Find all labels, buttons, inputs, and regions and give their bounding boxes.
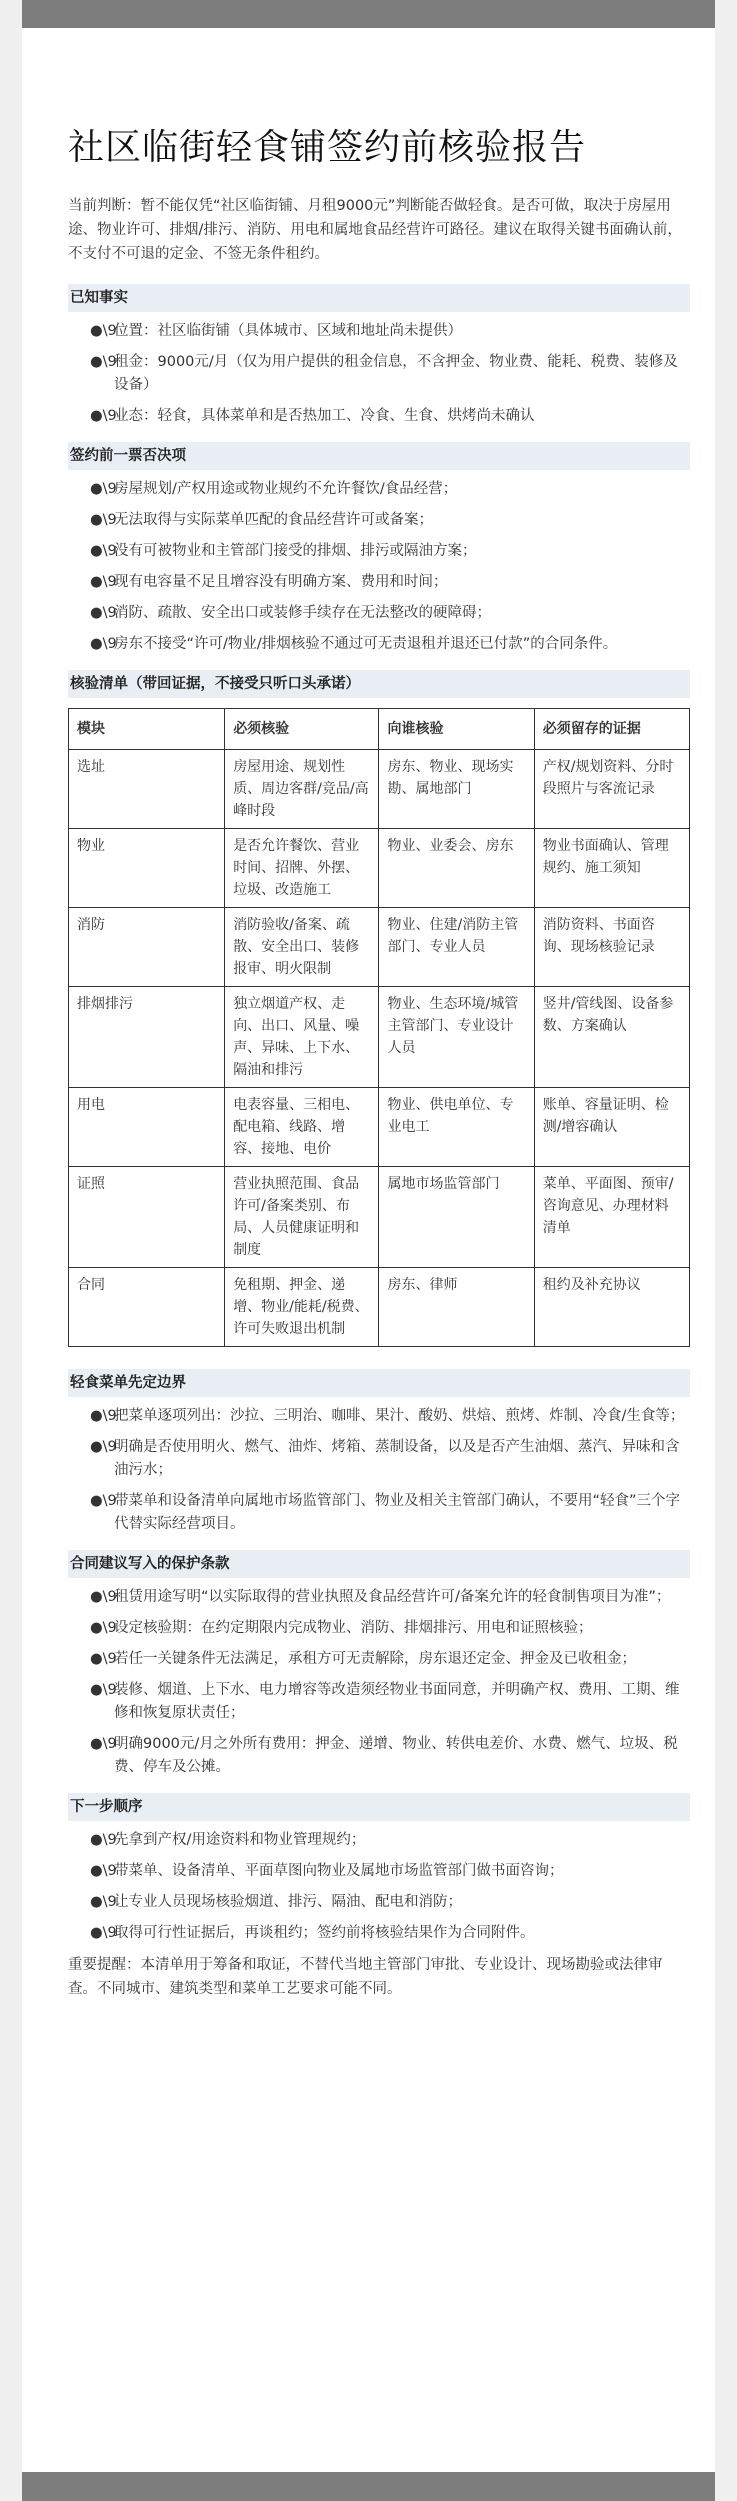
bullet xyxy=(90,405,117,428)
next-steps-list xyxy=(68,1829,690,1945)
section-heading-next: 下一步顺序 xyxy=(68,1793,690,1821)
table-cell: 房屋用途、规划性质、周边客群/竞品/高峰时段 xyxy=(225,750,379,829)
bullet xyxy=(90,1648,117,1671)
table-cell: 物业书面确认、管理规约、施工须知 xyxy=(534,829,689,908)
table-row xyxy=(69,987,690,1088)
bullet xyxy=(90,320,117,343)
page-title: 社区临街轻食铺签约前核验报告 xyxy=(68,127,587,168)
bullet-dot-icon: ● xyxy=(90,408,103,424)
bullet-code: \9 xyxy=(102,1620,117,1636)
list-item-text: 房东不接受“许可/物业/排烟核验不通过可无责退租并退还已付款”的合同条件。 xyxy=(114,636,618,652)
table-cell: 证照 xyxy=(69,1167,225,1268)
bullet xyxy=(90,602,117,625)
table-cell: 排烟排污 xyxy=(69,987,225,1088)
section-heading-contract: 合同建议写入的保护条款 xyxy=(68,1550,690,1578)
bullet-dot-icon: ● xyxy=(90,1894,103,1910)
table-row xyxy=(69,1268,690,1347)
top-scroll-bar xyxy=(0,0,737,28)
contract-clauses-list xyxy=(68,1586,690,1779)
bullet-dot-icon: ● xyxy=(90,1682,103,1698)
bullet xyxy=(90,633,117,656)
list-item-text: 若任一关键条件无法满足，承租方可无责解除，房东退还定金、押金及已收租金； xyxy=(114,1651,636,1667)
bullet-dot-icon: ● xyxy=(90,1736,103,1752)
bullet xyxy=(90,1405,117,1428)
list-item-text: 设定核验期：在约定期限内完成物业、消防、排烟排污、用电和证照核验； xyxy=(114,1620,593,1636)
report-content xyxy=(68,126,690,2016)
bullet-dot-icon: ● xyxy=(90,1589,103,1605)
bullet-code: \9 xyxy=(102,481,117,497)
table-cell: 租约及补充协议 xyxy=(534,1268,689,1347)
list-item-text: 现有电容量不足且增容没有明确方案、费用和时间； xyxy=(114,574,448,590)
table-cell: 属地市场监管部门 xyxy=(379,1167,534,1268)
bullet-code: \9 xyxy=(102,1493,117,1509)
bullet xyxy=(90,1891,117,1914)
bullet-code: \9 xyxy=(102,1408,117,1424)
bullet-dot-icon: ● xyxy=(90,1493,103,1509)
list-item xyxy=(68,1922,690,1945)
bullet xyxy=(90,1679,117,1702)
bullet-code: \9 xyxy=(102,1682,117,1698)
menu-boundary-list xyxy=(68,1405,690,1536)
bullet-code: \9 xyxy=(102,1651,117,1667)
section-heading-menu: 轻食菜单先定边界 xyxy=(68,1369,690,1397)
table-cell: 房东、物业、现场实勘、属地部门 xyxy=(379,750,534,829)
bullet-code: \9 xyxy=(102,1894,117,1910)
bullet xyxy=(90,478,117,501)
bullet xyxy=(90,1490,117,1513)
list-item xyxy=(68,1436,690,1482)
list-item xyxy=(68,1679,690,1725)
bullet-dot-icon: ● xyxy=(90,1620,103,1636)
table-cell: 产权/规划资料、分时段照片与客流记录 xyxy=(534,750,689,829)
column-header-verify-with: 向谁核验 xyxy=(379,709,534,750)
bullet-code: \9 xyxy=(102,354,117,370)
list-item xyxy=(68,1648,690,1671)
checklist-table xyxy=(68,708,690,1347)
important-note: 重要提醒：本清单用于筹备和取证，不替代当地主管部门审批、专业设计、现场勘验或法律审查。不同城市、建筑类型和菜单工艺要求可能不同。 xyxy=(68,1957,663,1997)
list-item xyxy=(68,1891,690,1914)
list-item-text: 消防、疏散、安全出口或装修手续存在无法整改的硬障碍； xyxy=(114,605,491,621)
bullet-code: \9 xyxy=(102,1439,117,1455)
table-cell: 消防验收/备案、疏散、安全出口、装修报审、明火限制 xyxy=(225,908,379,987)
list-item xyxy=(68,478,690,501)
veto-items-list xyxy=(68,478,690,656)
list-item xyxy=(68,633,690,656)
bottom-scroll-bar xyxy=(0,2472,737,2501)
bullet-code: \9 xyxy=(102,1736,117,1752)
intro-paragraph: 当前判断：暂不能仅凭“社区临街铺、月租9000元”判断能否做轻食。是否可做，取决于房屋用途、物业许可、排烟/排污、消防、用电和属地食品经营许可路径。建议在取得关键书面确认前，不支付不可退的定金、不签无条件租约。 xyxy=(68,198,682,262)
table-header-row xyxy=(69,709,690,750)
report-page xyxy=(22,28,715,2472)
bullet-code: \9 xyxy=(102,636,117,652)
bullet-dot-icon: ● xyxy=(90,574,103,590)
list-item-text: 把菜单逐项列出：沙拉、三明治、咖啡、果汁、酸奶、烘焙、煎烤、炸制、冷食/生食等； xyxy=(114,1408,685,1424)
bullet-code: \9 xyxy=(102,1832,117,1848)
list-item xyxy=(68,1733,690,1779)
list-item xyxy=(68,509,690,532)
table-cell: 物业 xyxy=(69,829,225,908)
section-heading-veto: 签约前一票否决项 xyxy=(68,442,690,470)
list-item xyxy=(68,571,690,594)
bullet-code: \9 xyxy=(102,512,117,528)
bullet xyxy=(90,571,117,594)
list-item xyxy=(68,1586,690,1609)
table-cell: 物业、供电单位、专业电工 xyxy=(379,1088,534,1167)
table-cell: 合同 xyxy=(69,1268,225,1347)
bullet-dot-icon: ● xyxy=(90,605,103,621)
table-cell: 独立烟道产权、走向、出口、风量、噪声、异味、上下水、隔油和排污 xyxy=(225,987,379,1088)
list-item-text: 先拿到产权/用途资料和物业管理规约； xyxy=(114,1832,366,1848)
section-heading-checklist: 核验清单（带回证据，不接受只听口头承诺） xyxy=(68,670,690,698)
list-item xyxy=(68,1829,690,1852)
list-item-text: 明确是否使用明火、燃气、油炸、烤箱、蒸制设备，以及是否产生油烟、蒸汽、异味和含油污水； xyxy=(114,1439,680,1478)
table-row xyxy=(69,829,690,908)
table-cell: 物业、住建/消防主管部门、专业人员 xyxy=(379,908,534,987)
list-item-text: 带菜单和设备清单向属地市场监管部门、物业及相关主管部门确认，不要用“轻食”三个字代替实际经营项目。 xyxy=(114,1493,681,1532)
list-item xyxy=(68,602,690,625)
table-cell: 选址 xyxy=(69,750,225,829)
bullet-code: \9 xyxy=(102,574,117,590)
table-cell: 账单、容量证明、检测/增容确认 xyxy=(534,1088,689,1167)
table-body xyxy=(69,750,690,1347)
list-item xyxy=(68,540,690,563)
bullet-dot-icon: ● xyxy=(90,1832,103,1848)
bullet-code: \9 xyxy=(102,605,117,621)
bullet-code: \9 xyxy=(102,1925,117,1941)
list-item-text: 取得可行性证据后，再谈租约；签约前将核验结果作为合同附件。 xyxy=(114,1925,535,1941)
bullet xyxy=(90,1436,117,1459)
table-cell: 消防资料、书面咨询、现场核验记录 xyxy=(534,908,689,987)
bullet xyxy=(90,1733,117,1756)
bullet-dot-icon: ● xyxy=(90,636,103,652)
bullet-dot-icon: ● xyxy=(90,323,103,339)
table-cell: 物业、业委会、房东 xyxy=(379,829,534,908)
known-facts-list xyxy=(68,320,690,428)
bullet-dot-icon: ● xyxy=(90,1925,103,1941)
list-item xyxy=(68,320,690,343)
bullet-dot-icon: ● xyxy=(90,1651,103,1667)
list-item-text: 带菜单、设备清单、平面草图向物业及属地市场监管部门做书面咨询； xyxy=(114,1863,564,1879)
list-item-text: 租赁用途写明“以实际取得的营业执照及食品经营许可/备案允许的轻食制售项目为准”； xyxy=(114,1589,671,1605)
list-item-text: 位置：社区临街铺（具体城市、区域和地址尚未提供） xyxy=(114,323,462,339)
bullet xyxy=(90,1922,117,1945)
table-cell: 消防 xyxy=(69,908,225,987)
bullet-dot-icon: ● xyxy=(90,543,103,559)
bullet xyxy=(90,509,117,532)
table-cell: 菜单、平面图、预审/咨询意见、办理材料清单 xyxy=(534,1167,689,1268)
table-row xyxy=(69,908,690,987)
bullet-code: \9 xyxy=(102,1589,117,1605)
list-item xyxy=(68,351,690,397)
table-cell: 房东、律师 xyxy=(379,1268,534,1347)
table-cell: 免租期、押金、递增、物业/能耗/税费、许可失败退出机制 xyxy=(225,1268,379,1347)
table-row xyxy=(69,750,690,829)
list-item xyxy=(68,1617,690,1640)
section-heading-known: 已知事实 xyxy=(68,284,690,312)
table-cell: 用电 xyxy=(69,1088,225,1167)
list-item xyxy=(68,405,690,428)
bullet xyxy=(90,1860,117,1883)
bullet-code: \9 xyxy=(102,543,117,559)
bullet xyxy=(90,351,117,374)
bullet xyxy=(90,1617,117,1640)
bullet xyxy=(90,1586,117,1609)
table-row xyxy=(69,1088,690,1167)
bullet-code: \9 xyxy=(102,408,117,424)
table-cell: 物业、生态环境/城管主管部门、专业设计人员 xyxy=(379,987,534,1088)
list-item xyxy=(68,1490,690,1536)
bullet-dot-icon: ● xyxy=(90,1439,103,1455)
list-item-text: 装修、烟道、上下水、电力增容等改造须经物业书面同意，并明确产权、费用、工期、维修和恢复原状责任； xyxy=(114,1682,680,1721)
bullet-dot-icon: ● xyxy=(90,512,103,528)
table-cell: 竖井/管线图、设备参数、方案确认 xyxy=(534,987,689,1088)
list-item-text: 让专业人员现场核验烟道、排污、隔油、配电和消防； xyxy=(114,1894,462,1910)
bullet-dot-icon: ● xyxy=(90,481,103,497)
bullet xyxy=(90,540,117,563)
column-header-must-verify: 必须核验 xyxy=(225,709,379,750)
column-header-evidence: 必须留存的证据 xyxy=(534,709,689,750)
list-item xyxy=(68,1860,690,1883)
list-item-text: 明确9000元/月之外所有费用：押金、递增、物业、转供电差价、水费、燃气、垃圾、税费、停车及公摊。 xyxy=(114,1736,678,1775)
list-item-text: 租金：9000元/月（仅为用户提供的租金信息，不含押金、物业费、能耗、税费、装修及设备） xyxy=(114,354,678,393)
table-cell: 是否允许餐饮、营业时间、招牌、外摆、垃圾、改造施工 xyxy=(225,829,379,908)
table-row xyxy=(69,1167,690,1268)
bullet-dot-icon: ● xyxy=(90,1863,103,1879)
bullet xyxy=(90,1829,117,1852)
list-item xyxy=(68,1405,690,1428)
table-cell: 营业执照范围、食品许可/备案类别、布局、人员健康证明和制度 xyxy=(225,1167,379,1268)
bullet-code: \9 xyxy=(102,1863,117,1879)
list-item-text: 业态：轻食，具体菜单和是否热加工、冷食、生食、烘烤尚未确认 xyxy=(114,408,535,424)
bullet-code: \9 xyxy=(102,323,117,339)
bullet-dot-icon: ● xyxy=(90,1408,103,1424)
bullet-dot-icon: ● xyxy=(90,354,103,370)
list-item-text: 无法取得与实际菜单匹配的食品经营许可或备案； xyxy=(114,512,433,528)
table-cell: 电表容量、三相电、配电箱、线路、增容、接地、电价 xyxy=(225,1088,379,1167)
list-item-text: 没有可被物业和主管部门接受的排烟、排污或隔油方案； xyxy=(114,543,477,559)
column-header-module: 模块 xyxy=(69,709,225,750)
list-item-text: 房屋规划/产权用途或物业规约不允许餐饮/食品经营； xyxy=(114,481,458,497)
